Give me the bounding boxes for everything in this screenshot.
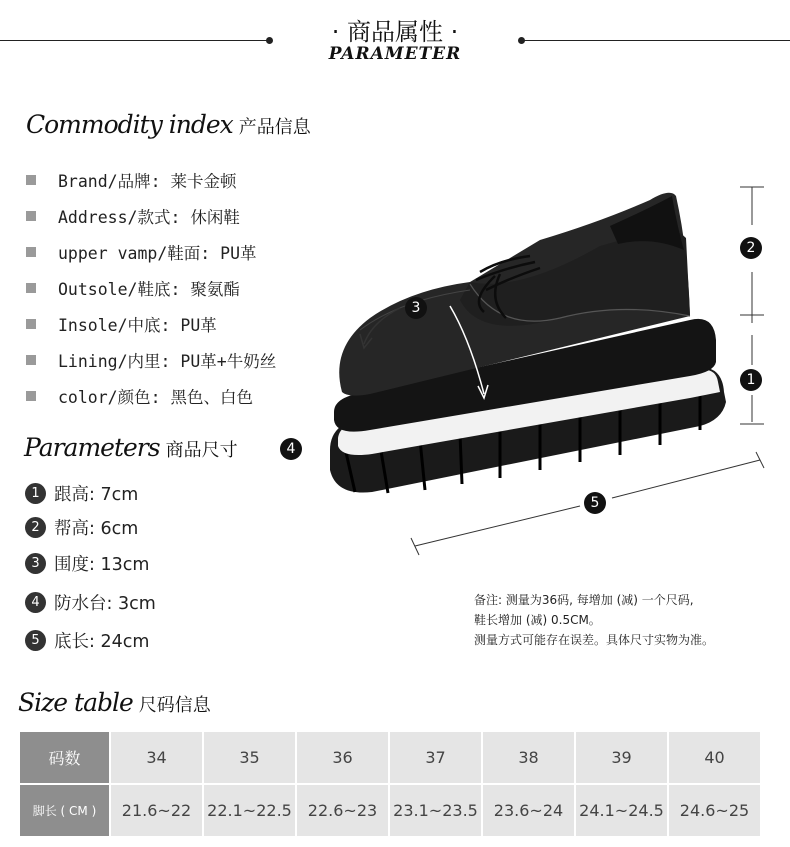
- list-item: 1 跟高: 7cm: [25, 476, 156, 510]
- table-row: [20, 732, 760, 783]
- size-table-heading: [18, 688, 211, 717]
- list-item: Lining/内里: PU革+牛奶丝: [26, 342, 276, 378]
- table-cell: 37: [390, 732, 481, 783]
- size-table-heading-cn: 尺码信息: [138, 695, 211, 716]
- parameters-list: [25, 476, 156, 658]
- list-item: Insole/中底: PU革: [26, 306, 276, 342]
- table-cell: 40: [669, 732, 760, 783]
- table-cell: 24.1~24.5: [576, 785, 667, 836]
- table-cell: 39: [576, 732, 667, 783]
- table-cell: 22.1~22.5: [204, 785, 295, 836]
- commodity-heading: [26, 110, 311, 139]
- table-cell: 23.6~24: [483, 785, 574, 836]
- list-item: Brand/品牌: 莱卡金顿: [26, 162, 276, 198]
- list-item: color/颜色: 黑色、白色: [26, 378, 276, 414]
- list-item: Outsole/鞋底: 聚氨酯: [26, 270, 276, 306]
- table-cell: 38: [483, 732, 574, 783]
- parameters-heading-cn: 商品尺寸: [165, 440, 238, 461]
- badge-3-icon: 3: [405, 297, 427, 319]
- table-cell: 24.6~25: [669, 785, 760, 836]
- size-table: [18, 730, 762, 838]
- number-badge-icon: 2: [25, 517, 46, 538]
- bullet-square-icon: [26, 247, 36, 257]
- list-item: 2 帮高: 6cm: [25, 510, 156, 544]
- table-cell: 35: [204, 732, 295, 783]
- table-cell: 22.6~23: [297, 785, 388, 836]
- list-item: 4 防水台: 3cm: [25, 582, 156, 622]
- badge-2-icon: 2: [740, 237, 762, 259]
- parameters-heading-en: Parameters: [24, 433, 160, 462]
- header-subtitle: PARAMETER: [328, 44, 462, 64]
- badge-5-icon: 5: [584, 492, 606, 514]
- table-cell: 23.1~23.5: [390, 785, 481, 836]
- badge-1-icon: 1: [740, 369, 762, 391]
- number-badge-icon: 3: [25, 553, 46, 574]
- bullet-square-icon: [26, 355, 36, 365]
- table-header-cell: 脚长 ( CM ): [20, 785, 109, 836]
- badge-4-icon: 4: [280, 438, 302, 460]
- bullet-square-icon: [26, 211, 36, 221]
- commodity-list: [26, 162, 276, 414]
- number-badge-icon: 1: [25, 483, 46, 504]
- table-cell: 36: [297, 732, 388, 783]
- table-cell: 21.6~22: [111, 785, 202, 836]
- commodity-heading-en: Commodity index: [26, 110, 233, 139]
- bullet-square-icon: [26, 175, 36, 185]
- number-badge-icon: 4: [25, 592, 46, 613]
- table-cell: 34: [111, 732, 202, 783]
- measurement-note: 备注: 测量为36码, 每增加 (减) 一个尺码, 鞋长增加 (减) 0.5CM。 测量方式可能存在误差。具体尺寸实物为准。: [474, 593, 715, 647]
- list-item: Address/款式: 休闲鞋: [26, 198, 276, 234]
- number-badge-icon: 5: [25, 630, 46, 651]
- shoe-image: [310, 180, 790, 570]
- header-title: · 商品属性 ·: [331, 18, 459, 46]
- table-header-cell: 码数: [20, 732, 109, 783]
- parameters-heading: [24, 433, 238, 462]
- size-table-heading-en: Size table: [18, 688, 133, 717]
- bullet-square-icon: [26, 283, 36, 293]
- list-item: upper vamp/鞋面: PU革: [26, 234, 276, 270]
- commodity-heading-cn: 产品信息: [238, 117, 311, 138]
- table-row: [20, 785, 760, 836]
- list-item: 3 围度: 13cm: [25, 544, 156, 582]
- bullet-square-icon: [26, 391, 36, 401]
- list-item: 5 底长: 24cm: [25, 622, 156, 658]
- bullet-square-icon: [26, 319, 36, 329]
